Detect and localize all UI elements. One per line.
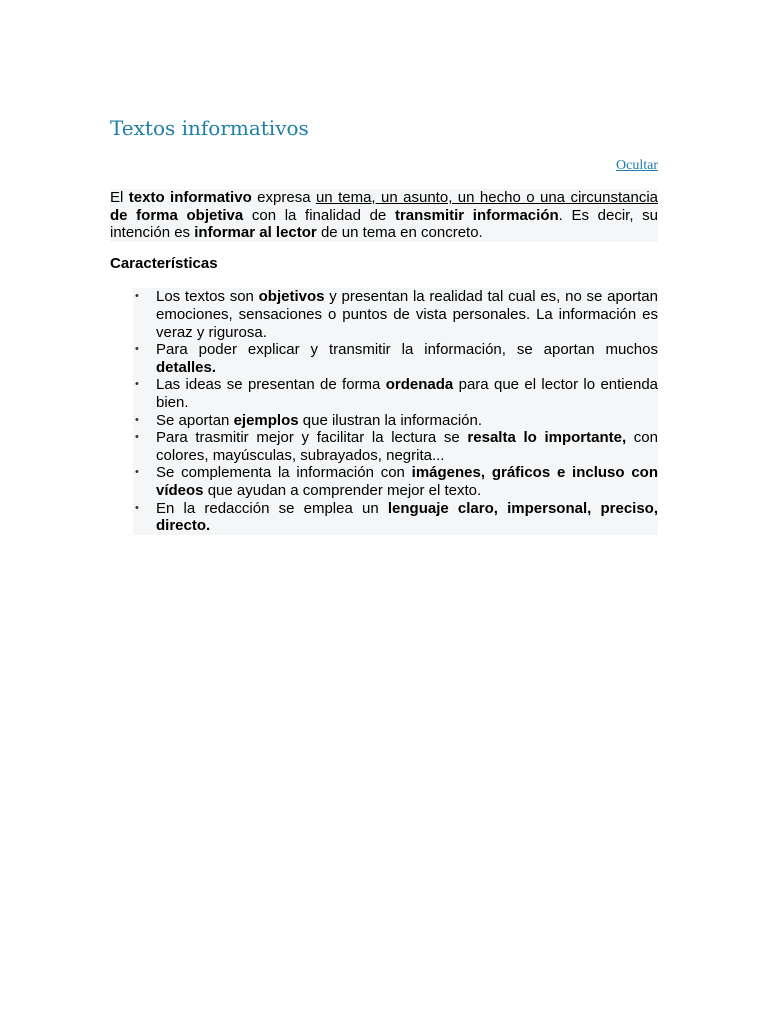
list-item-text: para que el lector lo entienda bien. <box>156 376 659 411</box>
intro-bold: texto informativo <box>128 189 252 206</box>
list-item <box>135 464 659 499</box>
list-item-text: Para trasmitir mejor y facilitar la lectura se <box>156 429 468 447</box>
list-item-text: En la redacción se emplea un <box>156 499 388 517</box>
list-item <box>135 429 658 464</box>
list-item <box>135 376 659 411</box>
intro-bold: de forma objetiva <box>110 206 244 224</box>
bullet-icon: • <box>135 466 139 479</box>
list-item-text: que ilustran la información. <box>298 411 483 429</box>
intro-text: de un tema en concreto. <box>316 224 483 242</box>
characteristics-list <box>133 288 658 534</box>
list-item-bold: imágenes, gráficos e incluso con vídeos <box>156 464 659 499</box>
list-item <box>135 288 658 341</box>
list-item-text: Se complementa la información con <box>156 464 412 482</box>
list-item-bold: objetivos <box>258 288 325 306</box>
intro-paragraph <box>110 189 658 242</box>
list-item-text: y presentan la realidad tal cual es, no se aportan emociones, sensaciones o puntos de vista personales. La información es veraz y rigurosa. <box>156 288 658 341</box>
list-item-text: que ayudan a comprender mejor el texto. <box>203 481 482 499</box>
list-item-text: Para poder explicar y transmitir la información, se aportan muchos <box>156 341 658 359</box>
list-item-bold: lenguaje claro, impersonal, preciso, directo. <box>156 499 658 535</box>
bullet-icon: • <box>135 343 139 356</box>
page-title: Textos informativos <box>110 116 309 140</box>
hide-link[interactable]: Ocultar <box>616 158 658 173</box>
list-item <box>135 341 658 376</box>
intro-bold: transmitir información <box>394 206 559 224</box>
bullet-icon: • <box>135 501 139 514</box>
intro-underlined: un tema, un asunto, un hecho o una circunstancia <box>315 189 658 206</box>
intro-bold: informar al lector <box>194 224 317 242</box>
bullet-icon: • <box>135 413 139 426</box>
list-item-bold: ejemplos <box>233 411 299 429</box>
list-item <box>135 499 658 535</box>
list-item <box>135 411 658 430</box>
bullet-icon: • <box>135 290 139 303</box>
list-item-text: Los textos son <box>156 288 259 306</box>
intro-text: expresa <box>251 189 316 206</box>
bullet-icon: • <box>135 431 139 444</box>
intro-text: con la finalidad de <box>243 206 395 224</box>
characteristics-heading: Características <box>110 254 218 272</box>
list-item-text: Se aportan <box>156 411 234 429</box>
list-item-text: Las ideas se presentan de forma <box>156 376 386 394</box>
list-item-bold: resalta lo importante, <box>467 429 627 447</box>
article-body <box>110 189 658 535</box>
bullet-icon: • <box>135 378 139 391</box>
intro-text: El <box>110 189 129 206</box>
list-item-bold: ordenada <box>385 376 454 394</box>
list-item-bold: detalles. <box>156 358 217 376</box>
intro-text: . Es decir, su intención es <box>110 206 659 242</box>
list-item-text: con colores, mayúsculas, subrayados, negrita... <box>156 429 658 464</box>
